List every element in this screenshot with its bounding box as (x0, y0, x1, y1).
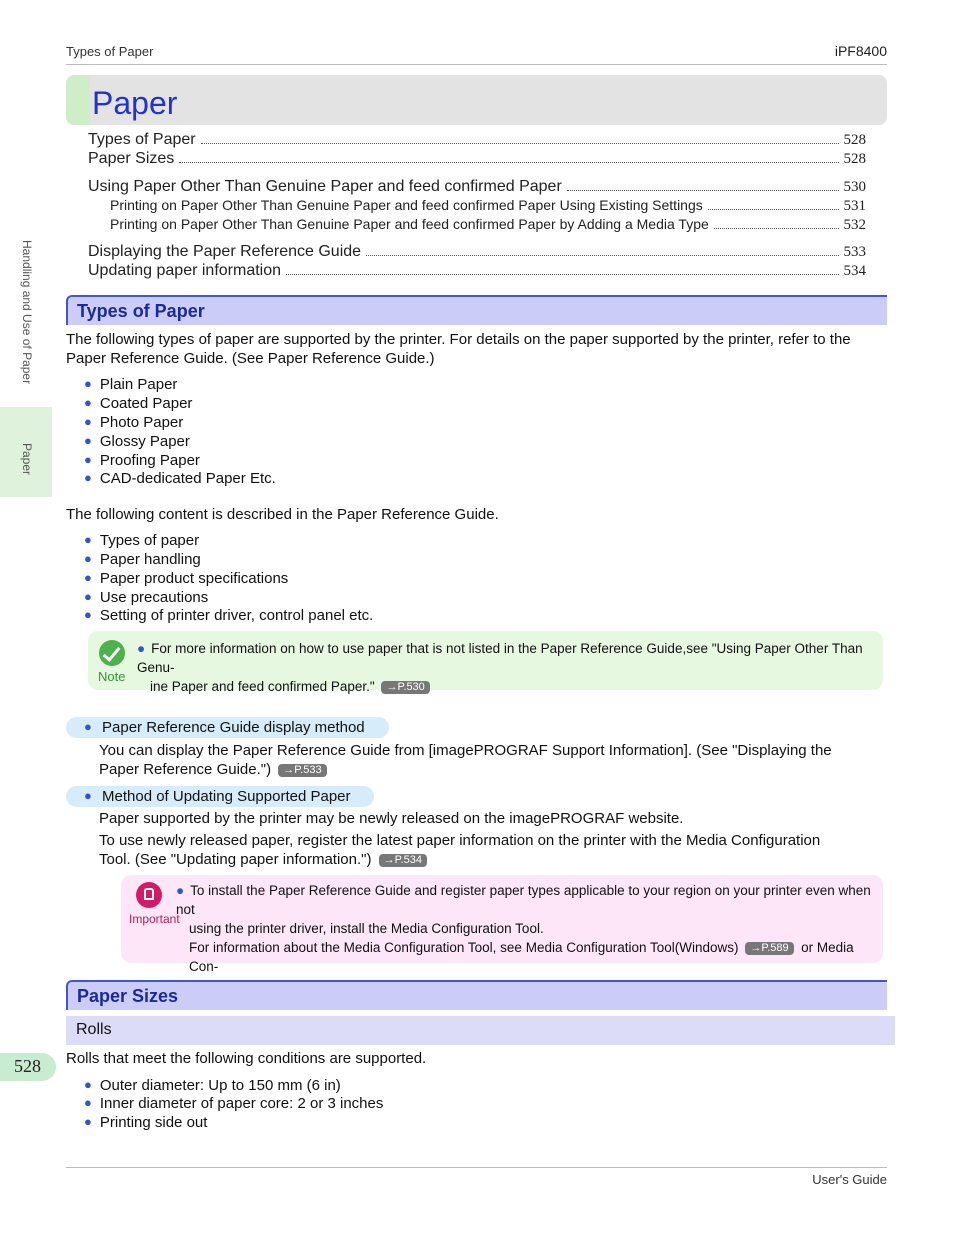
toc-entry-title: Updating paper information (88, 262, 282, 279)
footer-divider (66, 1167, 887, 1168)
page-reference-link[interactable]: →P.530 (381, 681, 429, 694)
section-heading-text: Types of Paper (77, 301, 205, 321)
update-method-text (99, 809, 879, 869)
toc-entry-page: 532 (843, 217, 866, 233)
bullet-dot-icon: ● (84, 719, 92, 734)
bullet-dot-icon: ● (84, 1114, 92, 1129)
toc-leader (567, 190, 839, 191)
page-title: Paper (92, 85, 178, 121)
toc-entry-title: Types of Paper (88, 131, 196, 148)
list-item-text: Use precautions (99, 589, 209, 606)
important-line: To install the Paper Reference Guide and register paper types applicable to your region on your printer even when not (176, 883, 871, 917)
section-side-tab-label: Paper (20, 443, 34, 476)
toc-entry-page: 533 (843, 244, 866, 260)
list-item-text: Outer diameter: Up to 150 mm (6 in) (99, 1077, 341, 1094)
page-number-badge (0, 1053, 56, 1081)
content-intro: The following content is described in the Paper Reference Guide. (66, 506, 499, 523)
list-item (84, 414, 183, 431)
toc-entry-page: 528 (843, 132, 866, 148)
important-line: using the printer driver, install the Media Configuration Tool. (189, 921, 544, 936)
list-item-text: Paper product specifications (99, 570, 289, 587)
types-intro-line: Paper Reference Guide. (See Paper Reference Guide.) (66, 350, 435, 367)
display-method-text (99, 741, 879, 779)
important-hand-icon (136, 882, 162, 908)
pill-content (84, 787, 351, 805)
bullet-dot-icon: ● (84, 551, 92, 566)
list-item-text: Proofing Paper (99, 452, 200, 469)
chapter-side-tab[interactable] (14, 240, 40, 400)
list-item-text: Setting of printer driver, control panel etc. (99, 607, 374, 624)
subsection-heading-rolls (66, 1016, 895, 1045)
toc-entry[interactable] (88, 131, 866, 149)
page-reference-link[interactable]: →P.533 (278, 764, 326, 777)
bullet-dot-icon: ● (84, 376, 92, 391)
chapter-title-box (66, 75, 887, 125)
list-item-text: Printing side out (99, 1114, 208, 1131)
list-item (84, 532, 199, 549)
list-item-text: Plain Paper (99, 376, 178, 393)
toc-entry[interactable] (88, 243, 866, 261)
bullet-dot-icon: ● (137, 641, 146, 656)
toc-leader (179, 162, 838, 163)
toc-entry[interactable] (88, 150, 866, 168)
bullet-dot-icon: ● (84, 395, 92, 410)
list-item (84, 452, 200, 469)
page-reference-link[interactable]: →P.534 (379, 854, 427, 867)
pill-label: Paper Reference Guide display method (102, 719, 365, 736)
section-heading-types (66, 295, 887, 325)
list-item-text: Inner diameter of paper core: 2 or 3 inches (99, 1095, 384, 1112)
bullet-dot-icon: ● (84, 414, 92, 429)
list-item (84, 1114, 207, 1131)
update-method-line: To use newly released paper, register the latest paper information on the printer with the Media Configuration (99, 832, 821, 849)
page-reference-link[interactable]: →P.589 (745, 942, 793, 955)
note-label: Note (98, 669, 126, 684)
running-header-section: Types of Paper (66, 44, 154, 59)
page-number: 528 (14, 1056, 41, 1076)
toc-entry-title: Printing on Paper Other Than Genuine Paper and feed confirmed Paper by Adding a Media Type (110, 216, 709, 232)
bullet-dot-icon: ● (84, 607, 92, 622)
toc-leader (201, 143, 839, 144)
bullet-dot-icon: ● (84, 570, 92, 585)
list-item (84, 395, 192, 412)
types-intro-paragraph (66, 330, 888, 368)
display-method-pill (66, 717, 389, 738)
section-heading-sizes (66, 980, 887, 1010)
header-divider (66, 64, 887, 65)
toc-entry-title: Printing on Paper Other Than Genuine Paper and feed confirmed Paper Using Existing Settings (110, 197, 703, 213)
toc-entry-title: Using Paper Other Than Genuine Paper and feed confirmed Paper (88, 178, 562, 195)
display-method-line: You can display the Paper Reference Guide from [imagePROGRAF Support Information]. (See "Displaying the (99, 742, 832, 759)
bullet-dot-icon: ● (84, 452, 92, 467)
list-item (84, 433, 190, 450)
toc-subentry[interactable] (110, 216, 866, 234)
pill-label: Method of Updating Supported Paper (102, 788, 351, 805)
display-method-line: Paper Reference Guide.") (99, 761, 272, 778)
subsection-heading-text: Rolls (76, 1021, 112, 1038)
running-header-model: iPF8400 (834, 43, 887, 59)
toc-leader (714, 228, 839, 229)
important-line: For information about the Media Configuration Tool, see Media Configuration Tool(Windows) (189, 940, 739, 955)
toc-leader (286, 274, 838, 275)
toc-entry[interactable] (88, 262, 866, 280)
toc-subentry[interactable] (110, 197, 866, 215)
toc-entry-page: 534 (843, 263, 866, 279)
update-method-line: Paper supported by the printer may be newly released on the imagePROGRAF website. (99, 810, 684, 827)
list-item-text: Paper handling (99, 551, 201, 568)
bullet-dot-icon: ● (84, 788, 92, 803)
bullet-dot-icon: ● (84, 1095, 92, 1110)
toc-entry[interactable] (88, 178, 866, 196)
list-item (84, 470, 276, 487)
update-method-pill (66, 786, 374, 807)
list-item (84, 376, 177, 393)
chapter-side-tab-label: Handling and Use of Paper (20, 240, 34, 385)
note-line: For more information on how to use paper that is not listed in the Paper Reference Guide,see "Using Paper Other Than Genu- (137, 641, 863, 675)
list-item-text: Types of paper (99, 532, 200, 549)
pill-content (84, 718, 365, 736)
list-item-text: Glossy Paper (99, 433, 190, 450)
rolls-intro: Rolls that meet the following conditions are supported. (66, 1050, 427, 1067)
section-heading-text: Paper Sizes (77, 986, 179, 1006)
update-method-line: Tool. (See "Updating paper information.") (99, 851, 372, 868)
note-text (137, 639, 872, 696)
list-item (84, 570, 288, 587)
toc-entry-page: 528 (843, 151, 866, 167)
note-check-icon (99, 640, 125, 666)
types-intro-line: The following types of paper are supported by the printer. For details on the paper supported by the printer, refer to the (66, 331, 851, 348)
note-line: ine Paper and feed confirmed Paper." (150, 679, 375, 694)
bullet-dot-icon: ● (84, 589, 92, 604)
bullet-dot-icon: ● (84, 470, 92, 485)
list-item-text: Photo Paper (99, 414, 184, 431)
toc-entry-title: Paper Sizes (88, 150, 175, 167)
list-item (84, 1077, 341, 1094)
toc-leader (708, 209, 839, 210)
list-item-text: CAD-dedicated Paper Etc. (99, 470, 276, 487)
important-callout (121, 875, 883, 974)
list-item-text: Coated Paper (99, 395, 193, 412)
section-side-tab[interactable] (0, 407, 52, 497)
bullet-dot-icon: ● (84, 433, 92, 448)
toc-leader (366, 255, 838, 256)
important-label: Important (129, 912, 180, 926)
bullet-dot-icon: ● (176, 883, 185, 898)
note-callout (88, 631, 883, 694)
bullet-dot-icon: ● (84, 1077, 92, 1092)
footer-guide-name: User's Guide (812, 1172, 887, 1187)
toc-entry-title: Displaying the Paper Reference Guide (88, 243, 362, 260)
important-line: or Media Con- (189, 940, 854, 974)
list-item (84, 551, 201, 568)
list-item (84, 607, 373, 624)
list-item (84, 589, 208, 606)
bullet-dot-icon: ● (84, 532, 92, 547)
important-text (176, 881, 871, 995)
list-item (84, 1095, 383, 1112)
toc-entry-page: 530 (843, 179, 866, 195)
toc-entry-page: 531 (843, 198, 866, 214)
